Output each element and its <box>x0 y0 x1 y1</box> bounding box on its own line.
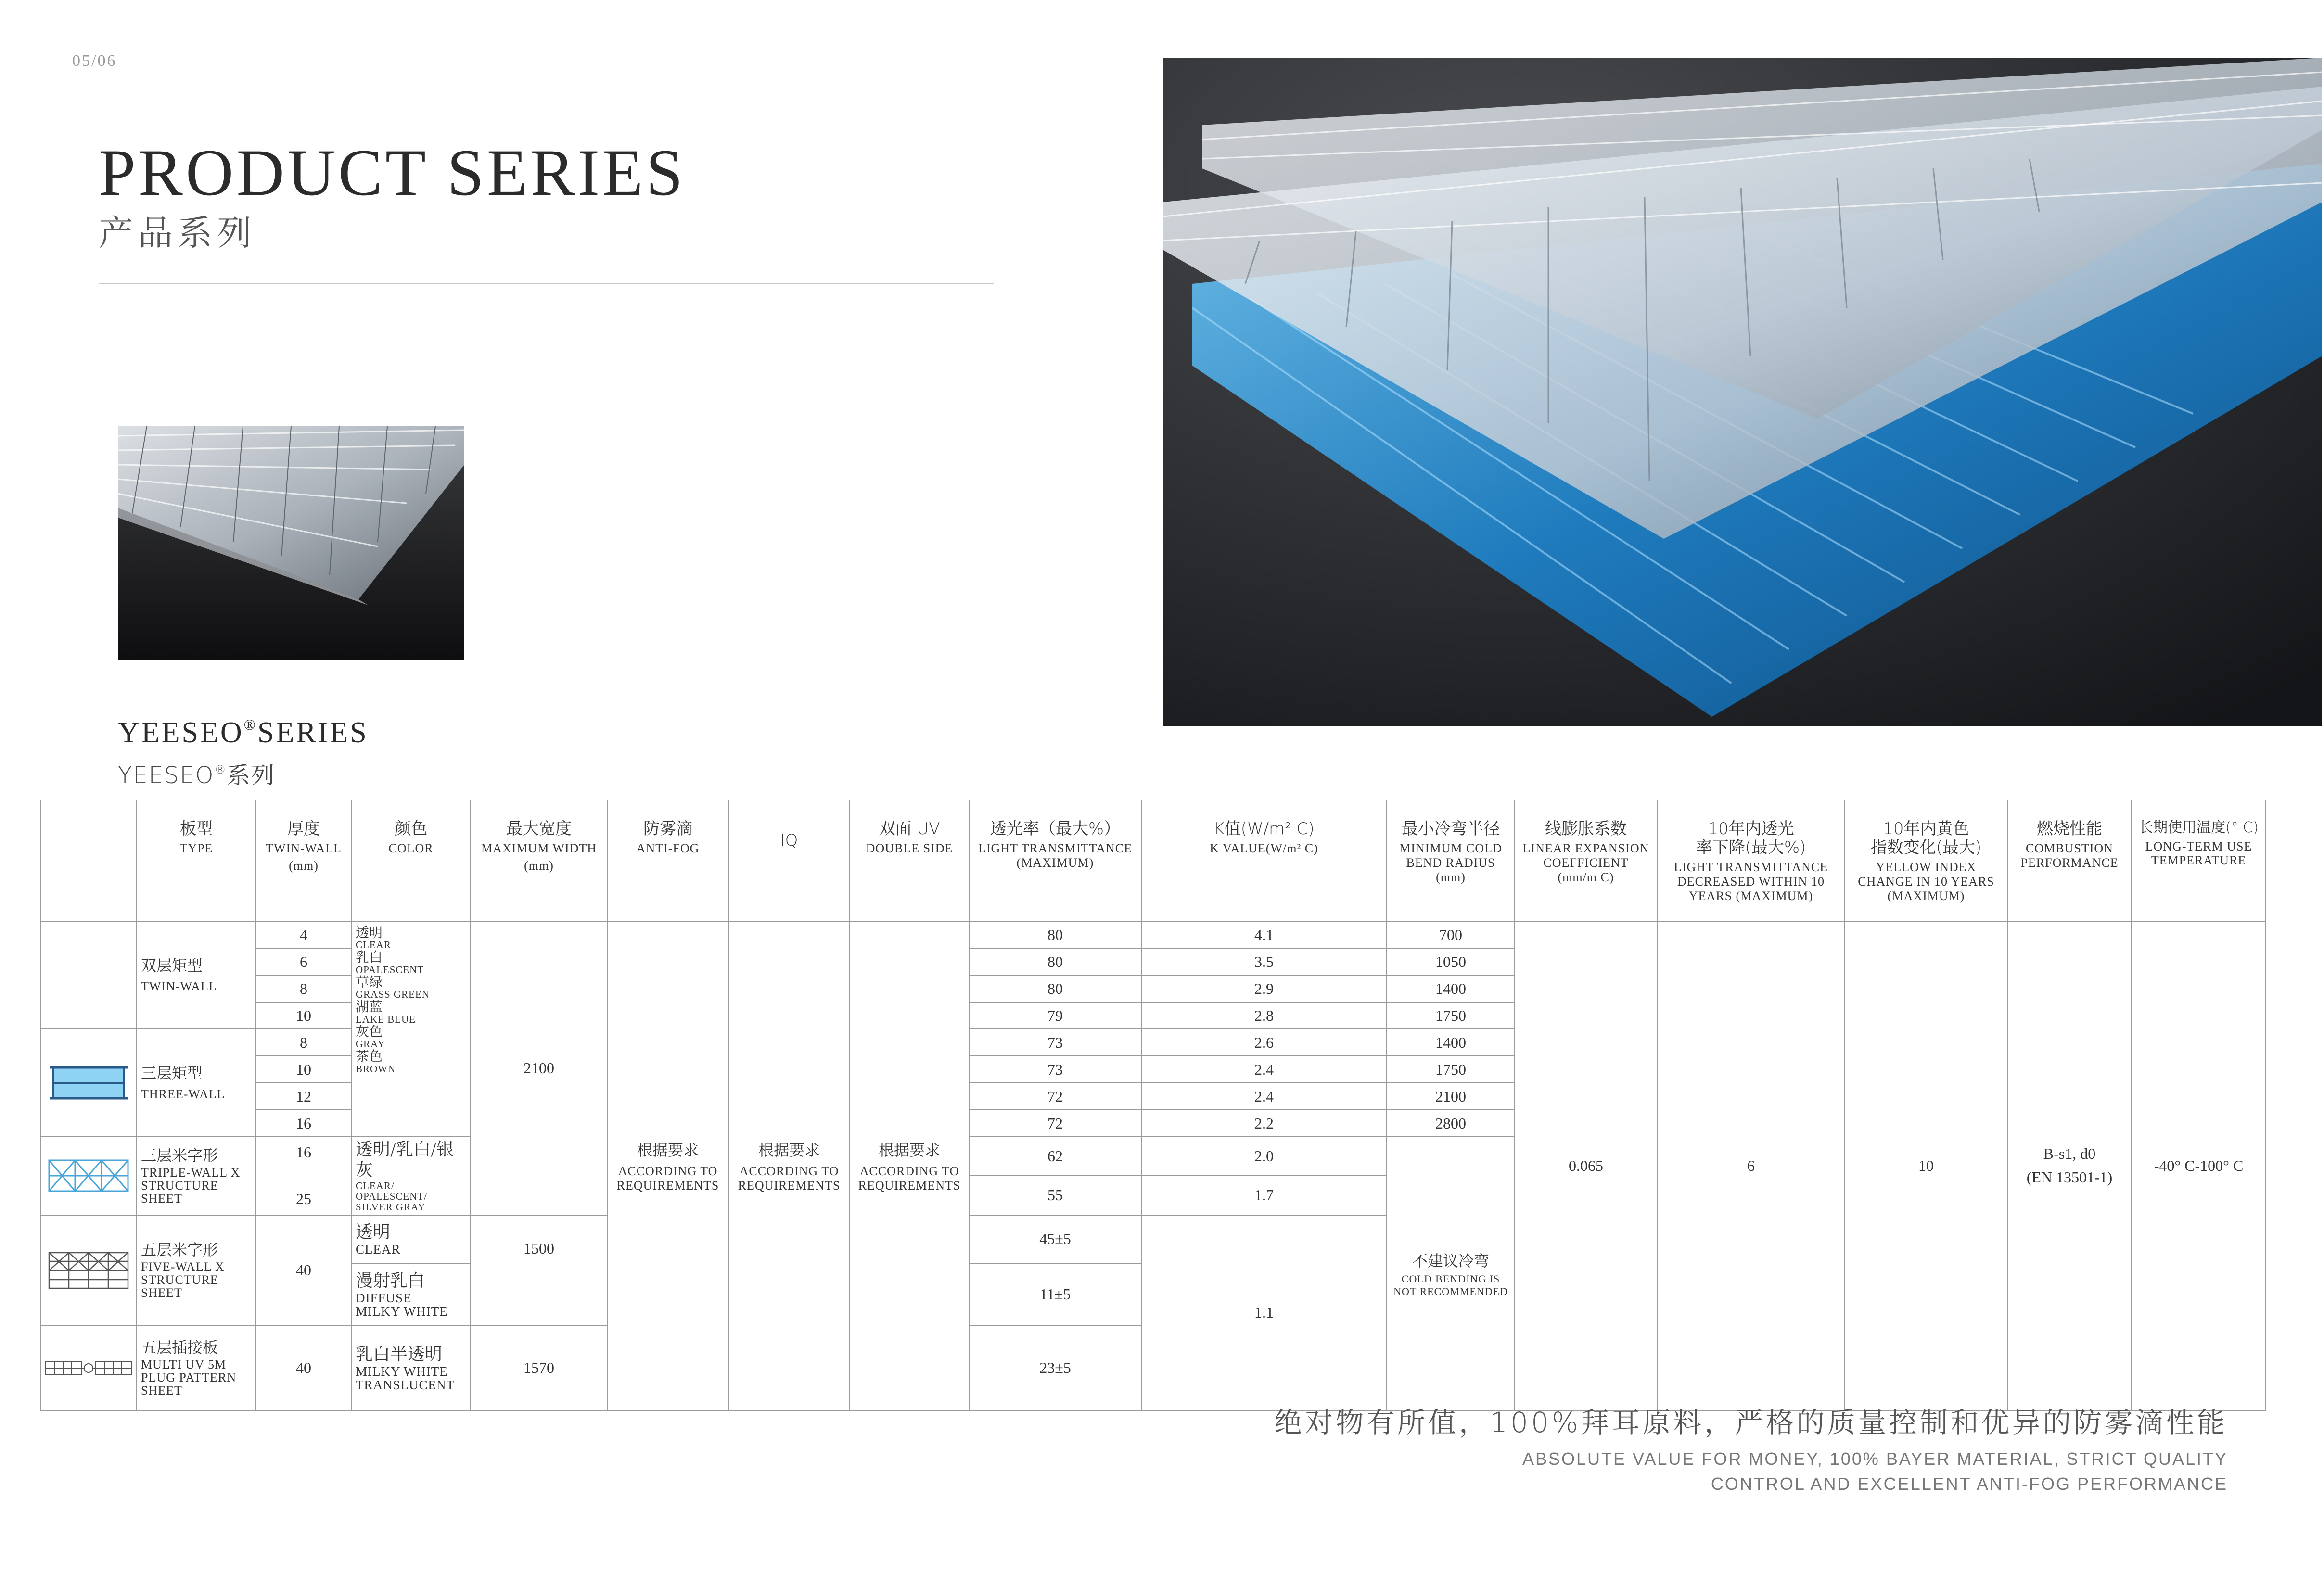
thickness-cell: 40 <box>256 1215 351 1326</box>
bend-cell: 1050 <box>1387 948 1515 975</box>
large-photo-illustration <box>1163 58 2322 726</box>
series-title <box>118 716 369 750</box>
max-width-2100: 2100 <box>471 921 607 1215</box>
title-divider <box>99 283 994 284</box>
temperature-value: -40° C-100° C <box>2132 921 2266 1410</box>
light-cell: 72 <box>969 1083 1141 1110</box>
thickness-cell: 16 <box>256 1110 351 1137</box>
thickness-cell: 10 <box>256 1002 351 1029</box>
thickness-cell: 4 <box>256 921 351 948</box>
page-title: PRODUCT SERIES <box>99 136 686 209</box>
slogan-cn: 绝对物有所值，100%拜耳原料，严格的质量控制和优异的防雾滴性能 <box>1274 1406 2228 1439</box>
series-suffix-cn: 系列 <box>227 762 275 789</box>
k-value-cell: 2.4 <box>1141 1083 1387 1110</box>
combustion-value: B-s1, d0 (EN 13501-1) <box>2007 921 2132 1410</box>
light-cell: 79 <box>969 1002 1141 1029</box>
plug-pattern-icon <box>40 1326 137 1410</box>
anti-fog-value: 根据要求 ACCORDING TO REQUIREMENTS <box>607 921 728 1410</box>
iq-value: 根据要求 ACCORDING TO REQUIREMENTS <box>728 921 850 1410</box>
bend-cell: 1400 <box>1387 975 1515 1002</box>
color-clear: 透明 CLEAR <box>351 1215 471 1263</box>
k-value-cell: 2.0 <box>1141 1137 1387 1176</box>
thickness-cell: 12 <box>256 1083 351 1110</box>
light-cell: 23±5 <box>969 1326 1141 1410</box>
k-value-cell: 2.2 <box>1141 1110 1387 1137</box>
five-wall-x-icon <box>40 1215 137 1326</box>
header-expansion: 线膨胀系数 LINEAR EXPANSION COEFFICIENT (mm/m C) <box>1515 800 1657 921</box>
thickness-cell: 16 25 <box>256 1137 351 1215</box>
thickness-cell: 8 <box>256 975 351 1002</box>
header-light-transmittance: 透光率（最大%） LIGHT TRANSMITTANCE (MAXIMUM) <box>969 800 1141 921</box>
series-title-cn <box>118 757 275 790</box>
type-triple-wall-x: 三层米字形 TRIPLE-WALL X STRUCTURE SHEET <box>137 1137 256 1215</box>
header-iq: IQ <box>728 800 850 921</box>
header-icon-col <box>40 800 137 921</box>
thickness-cell: 10 <box>256 1056 351 1083</box>
k-value-cell: 3.5 <box>1141 948 1387 975</box>
bend-cell: 700 <box>1387 921 1515 948</box>
light-cell: 72 <box>969 1110 1141 1137</box>
type-twin-wall: 双层矩型 TWIN-WALL <box>137 921 256 1029</box>
double-uv-value: 根据要求 ACCORDING TO REQUIREMENTS <box>850 921 969 1410</box>
k-value-cell: 1.1 <box>1141 1215 1387 1410</box>
header-bend-radius: 最小冷弯半径 MINIMUM COLD BEND RADIUS (mm) <box>1387 800 1515 921</box>
thickness-cell: 40 <box>256 1326 351 1410</box>
light-cell: 80 <box>969 975 1141 1002</box>
header-color: 颜色 COLOR <box>351 800 471 921</box>
light-cell: 80 <box>969 921 1141 948</box>
triple-wall-x-icon-graphic <box>45 1156 132 1195</box>
registered-mark-cn: ® <box>214 763 227 776</box>
max-width-1570: 1570 <box>471 1326 607 1410</box>
three-wall-icon <box>40 1029 137 1137</box>
header-max-width: 最大宽度 MAXIMUM WIDTH (mm) <box>471 800 607 921</box>
table-row <box>40 921 2266 948</box>
header-combustion: 燃烧性能 COMBUSTION PERFORMANCE <box>2007 800 2132 921</box>
header-thickness: 厚度 TWIN-WALL (mm) <box>256 800 351 921</box>
series-suffix: SERIES <box>257 716 369 749</box>
light-cell: 45±5 <box>969 1215 1141 1263</box>
header-double-uv: 双面 UV DOUBLE SIDE <box>850 800 969 921</box>
color-milky-translucent: 乳白半透明 MILKY WHITE TRANSLUCENT <box>351 1326 471 1410</box>
series-brand: YEESEO <box>118 716 244 749</box>
light-cell: 11±5 <box>969 1263 1141 1326</box>
slogan-en-line2: CONTROL AND EXCELLENT ANTI-FOG PERFORMANCE <box>1711 1474 2228 1494</box>
color-diffuse: 漫射乳白 DIFFUSE MILKY WHITE <box>351 1263 471 1326</box>
five-wall-x-icon-graphic <box>45 1249 132 1292</box>
type-plug-pattern: 五层插接板 MULTI UV 5M PLUG PATTERN SHEET <box>137 1326 256 1410</box>
header-temperature: 长期使用温度(° C) LONG-TERM USE TEMPERATURE <box>2132 800 2266 921</box>
page-title-cn: 产品系列 <box>99 213 257 253</box>
bend-cell: 1400 <box>1387 1029 1515 1056</box>
max-width-1500: 1500 <box>471 1215 607 1326</box>
bend-cell: 2800 <box>1387 1110 1515 1137</box>
slogan-en-line1: ABSOLUTE VALUE FOR MONEY, 100% BAYER MATERIAL, STRICT QUALITY <box>1522 1449 2228 1469</box>
bend-not-recommended: 不建议冷弯 COLD BENDING IS NOT RECOMMENDED <box>1387 1137 1515 1410</box>
decrease-value: 6 <box>1657 921 1845 1410</box>
k-value-cell: 2.4 <box>1141 1056 1387 1083</box>
twin-wall-icon <box>40 921 137 1029</box>
thickness-cell: 8 <box>256 1029 351 1056</box>
header-transmittance-decrease: 10年内透光 率下降(最大%) LIGHT TRANSMITTANCE DECREASED WITHIN 10 YEARS (MAXIMUM) <box>1657 800 1845 921</box>
k-value-cell: 2.9 <box>1141 975 1387 1002</box>
triple-wall-x-icon <box>40 1137 137 1215</box>
plug-pattern-icon-graphic <box>44 1358 133 1378</box>
light-cell: 55 <box>969 1176 1141 1215</box>
light-cell: 80 <box>969 948 1141 975</box>
type-three-wall: 三层矩型 THREE-WALL <box>137 1029 256 1137</box>
product-spec-table <box>40 800 2266 1411</box>
three-wall-icon-graphic <box>48 1064 129 1102</box>
stacked-polycarbonate-sheets-photo <box>1163 58 2322 726</box>
header-yellow-index: 10年内黄色 指数变化(最大) YELLOW INDEX CHANGE IN 10 YEARS (MAXIMUM) <box>1845 800 2007 921</box>
k-value-cell: 2.8 <box>1141 1002 1387 1029</box>
light-cell: 73 <box>969 1029 1141 1056</box>
header-anti-fog: 防雾滴 ANTI-FOG <box>607 800 728 921</box>
series-brand-cn: YEESEO <box>118 762 215 789</box>
bend-cell: 2100 <box>1387 1083 1515 1110</box>
page-number: 05/06 <box>72 52 117 70</box>
polycarbonate-sheet-edge-photo <box>118 426 464 660</box>
k-value-cell: 4.1 <box>1141 921 1387 948</box>
bend-cell: 1750 <box>1387 1056 1515 1083</box>
registered-mark: ® <box>243 716 257 733</box>
small-photo-illustration <box>118 426 464 660</box>
light-cell: 62 <box>969 1137 1141 1176</box>
header-k-value: K值(W/m² C) K VALUE(W/m² C) <box>1141 800 1387 921</box>
type-five-wall-x: 五层米字形 FIVE-WALL X STRUCTURE SHEET <box>137 1215 256 1326</box>
thickness-cell: 6 <box>256 948 351 975</box>
yellow-value: 10 <box>1845 921 2007 1410</box>
k-value-cell: 2.6 <box>1141 1029 1387 1056</box>
k-value-cell: 1.7 <box>1141 1176 1387 1215</box>
color-list-standard: 透明 CLEAR 乳白 OPALESCENT 草绿 GRASS GREEN 湖蓝 LAKE BLUE 灰色 GRAY 茶色 BROWN <box>351 921 471 1137</box>
header-type: 板型 TYPE <box>137 800 256 921</box>
light-cell: 73 <box>969 1056 1141 1083</box>
expansion-value: 0.065 <box>1515 921 1657 1410</box>
bend-cell: 1750 <box>1387 1002 1515 1029</box>
table-header-row <box>40 800 2266 921</box>
color-list-triple: 透明/乳白/银灰 CLEAR/ OPALESCENT/ SILVER GRAY <box>351 1137 471 1215</box>
